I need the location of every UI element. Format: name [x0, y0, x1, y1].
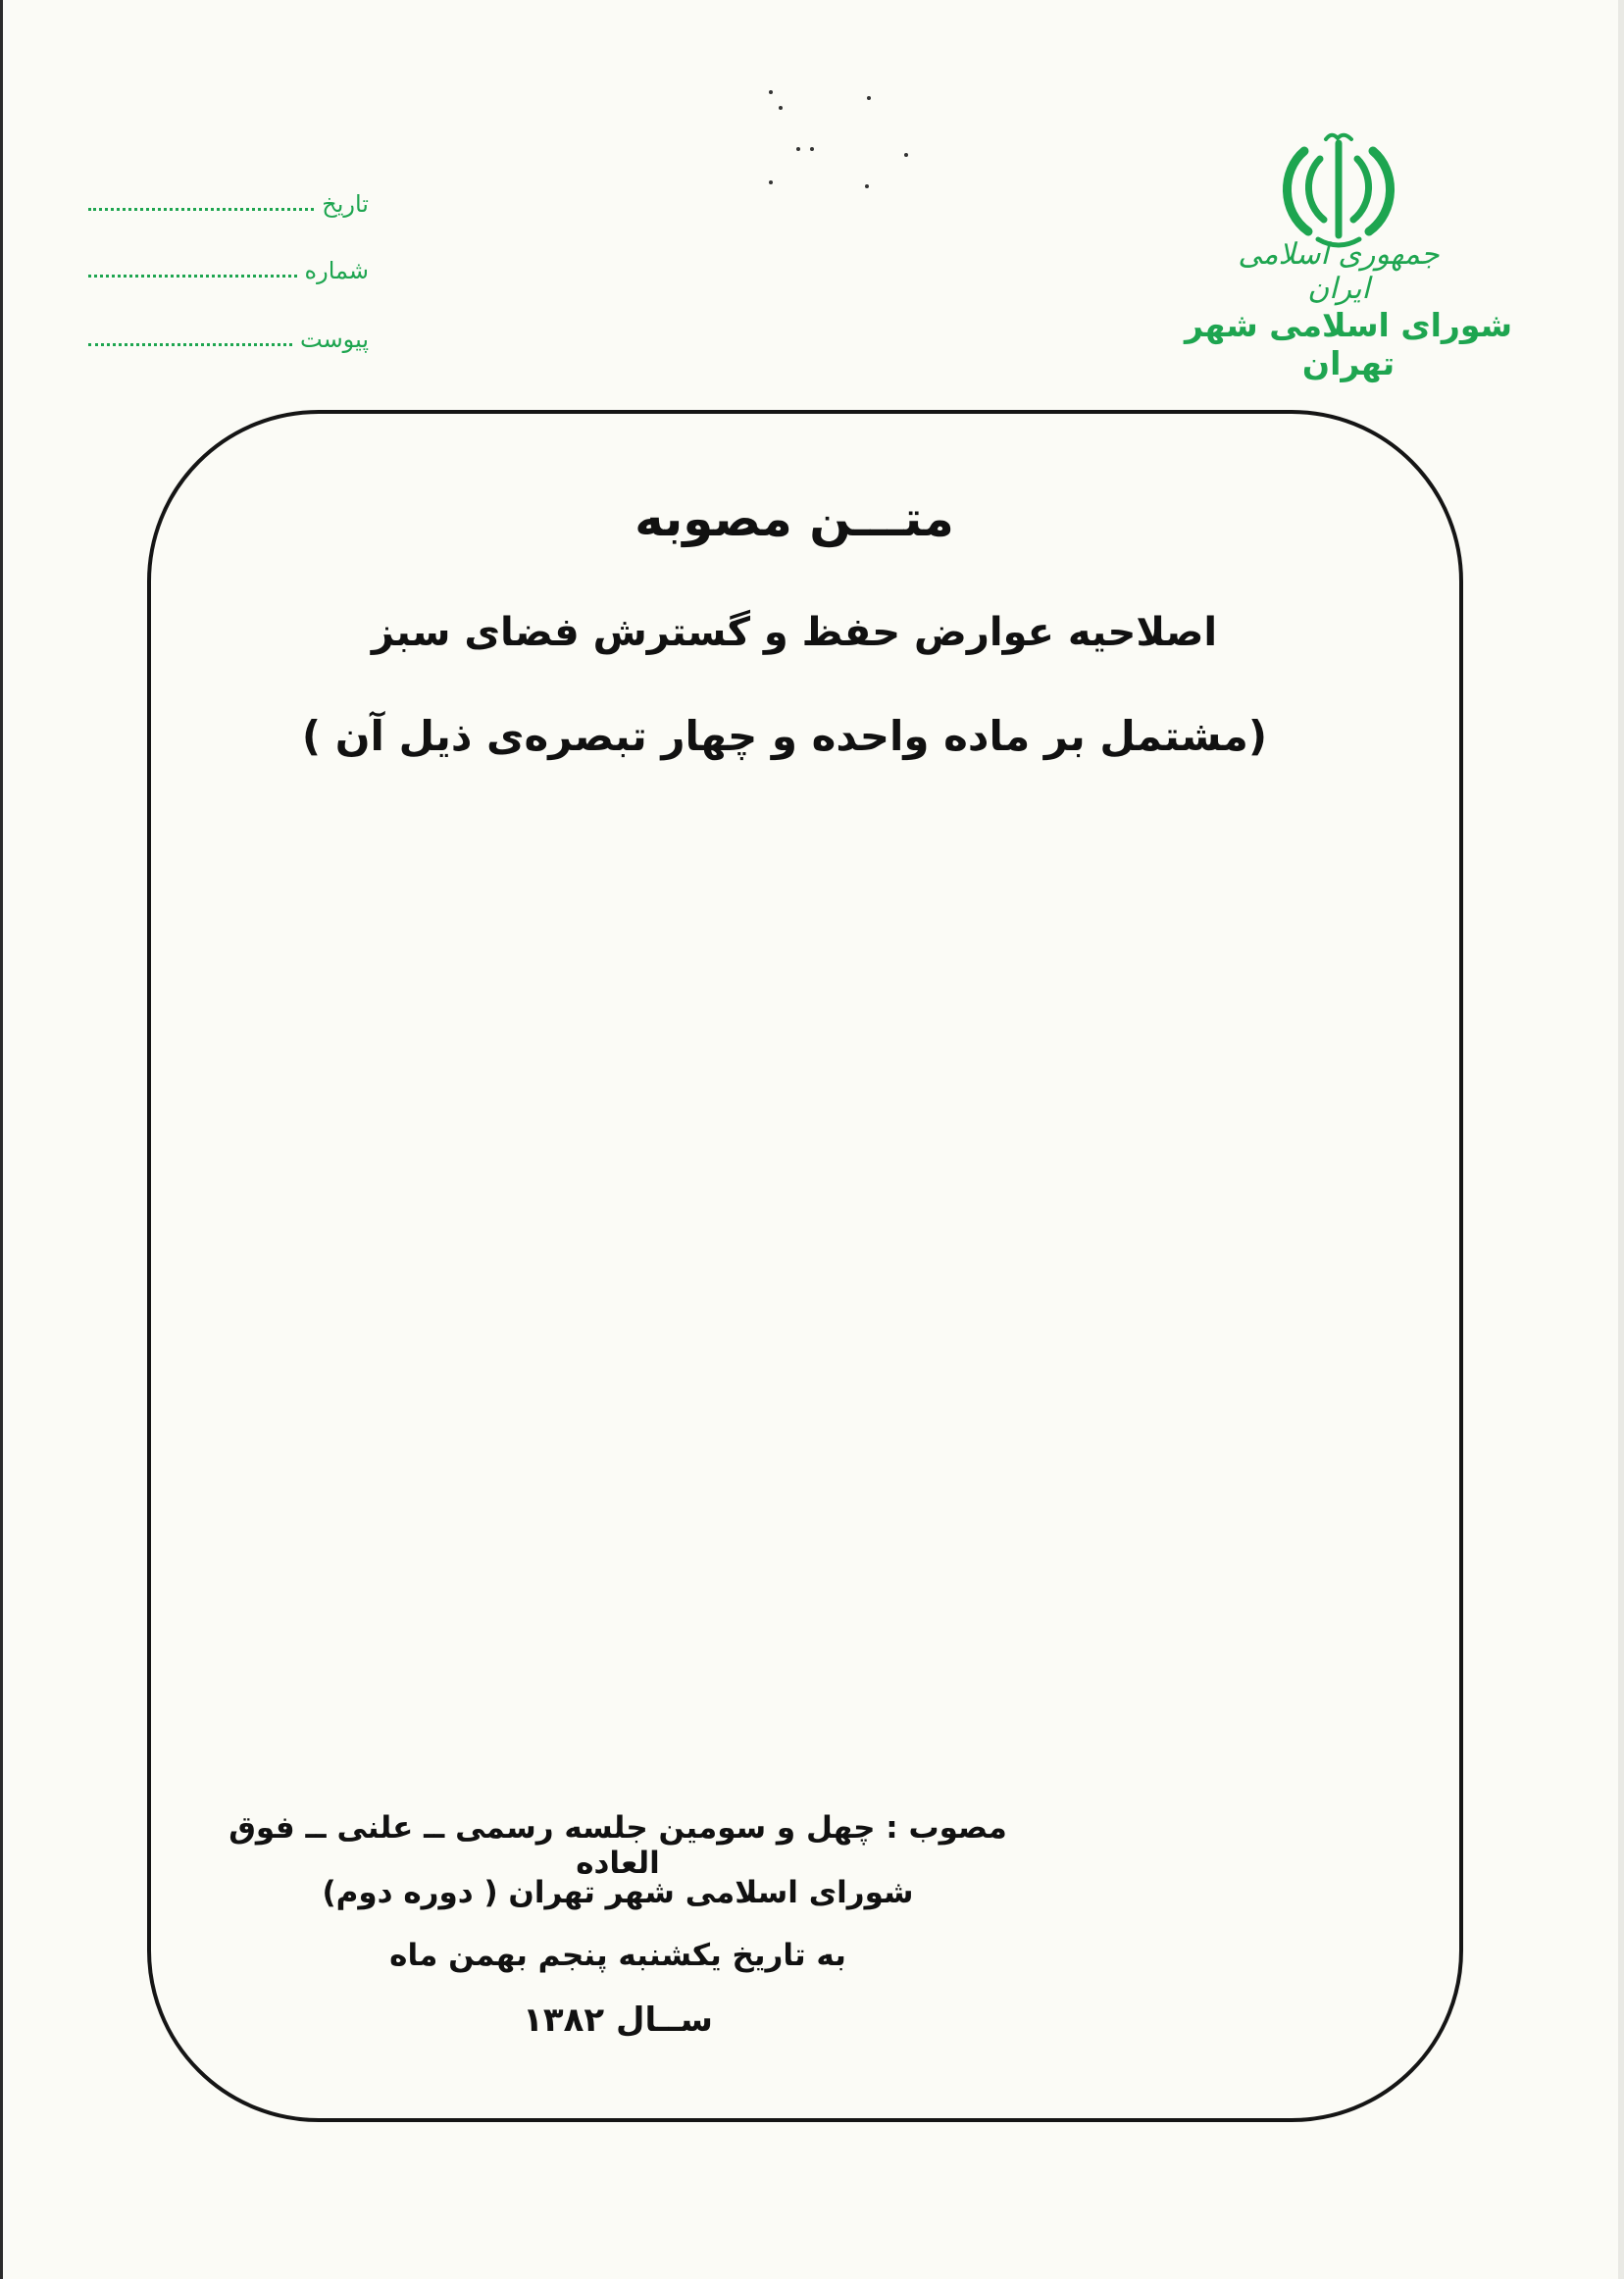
- scan-speck: [904, 153, 908, 157]
- number-label: شماره: [304, 257, 369, 284]
- scan-speck: [796, 147, 800, 151]
- scan-speck: [769, 90, 773, 94]
- document-scope: (مشتمل بر ماده واحده و چهار تبصره‌ی ذیل آن ): [301, 712, 1268, 760]
- date-field: [88, 180, 369, 216]
- document-subject: اصلاحیه عوارض حفظ و گسترش فضای سبز: [371, 610, 1218, 655]
- date-label: تاریخ: [322, 190, 369, 218]
- scan-speck: [779, 106, 783, 110]
- scan-speck: [769, 180, 773, 184]
- scan-speck: [867, 96, 871, 100]
- scan-edge-left: [0, 0, 3, 2279]
- number-blank-line: [88, 275, 297, 278]
- scan-speck: [865, 184, 869, 188]
- approval-date: به تاریخ یکشنبه پنجم بهمن ماه: [389, 1938, 846, 1973]
- document-heading: متـــن مصوبه: [634, 490, 954, 547]
- attachment-label: پیوست: [300, 326, 369, 353]
- approval-session: مصوب : چهل و سومین جلسه رسمی ــ علنی ــ فوق العاده: [228, 1810, 1007, 1881]
- council-name: شورای اسلامی شهر تهران: [1184, 306, 1513, 382]
- date-blank-line: [88, 208, 314, 211]
- scan-edge-right: [1618, 0, 1624, 2279]
- attachment-field: [88, 316, 369, 351]
- approval-year: ســال ۱۳۸۲: [523, 2000, 713, 2040]
- scan-speck: [810, 147, 814, 151]
- approval-council: شورای اسلامی شهر تهران ( دوره دوم): [322, 1875, 914, 1910]
- republic-name: جمهوری اسلامی ایران: [1238, 237, 1440, 306]
- number-field: [88, 247, 369, 282]
- attachment-blank-line: [88, 343, 292, 346]
